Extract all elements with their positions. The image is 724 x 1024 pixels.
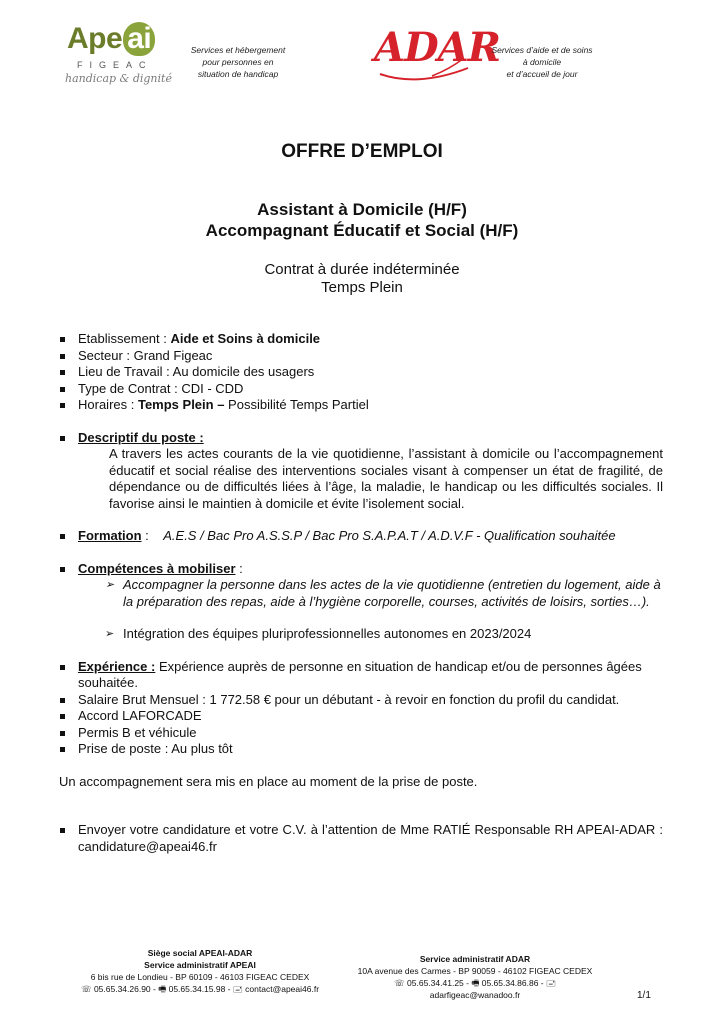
prise-item: [59, 741, 663, 758]
contract-hours: Temps Plein: [321, 279, 403, 296]
bullet-icon: [60, 747, 65, 752]
salaire-text: Salaire Brut Mensuel : 1 772.58 € pour un débutant - à revoir en fonction du profil du candidat.: [78, 691, 620, 707]
descriptif-section: [59, 430, 663, 447]
candidature-text: Envoyer votre candidature et votre C.V. à l’attention de Mme RATIÉ Responsable RH APEAI-ADAR : candidature@apeai46.fr: [78, 822, 663, 854]
info-text: Type de Contrat : CDI - CDD: [78, 380, 244, 396]
info-text: Lieu de Travail : Au domicile des usagers: [78, 364, 315, 379]
info-item-type: [59, 381, 663, 398]
candidature-item: [59, 822, 663, 855]
footer-title: Service administratif ADAR: [419, 954, 531, 964]
formation-separator: :: [141, 528, 164, 543]
bullet-icon: [60, 387, 65, 392]
contract-type: Contrat à durée indéterminée: [264, 261, 460, 278]
offer-content: [59, 331, 663, 855]
adar-services-line: et d’accueil de jour: [506, 69, 578, 79]
permis-item: [59, 725, 663, 742]
competence-text: Accompagner la personne dans les actes de la vie quotidienne (entretien du logement, aide à la préparation des repas, aide à l’hygiène corporelle, courses, activités de loisirs, sorties…).: [123, 577, 661, 609]
footer-address: 10A avenue des Carmes - BP 90059 - 46102 FIGEAC CEDEX: [357, 966, 593, 976]
info-value: Temps Plein –: [137, 397, 225, 412]
adar-logo-swoosh-icon: [372, 24, 482, 84]
footer-adar: [350, 953, 600, 1001]
job-title-line: Accompagnant Éducatif et Social (H/F): [205, 221, 519, 240]
bullet-icon: [60, 337, 65, 342]
apeai-logo-badge: ai: [123, 22, 155, 56]
apeai-logo-wordmark: [67, 22, 155, 56]
arrow-bullet-icon: ➢: [105, 579, 115, 591]
footer-title: Siège social APEAI-ADAR: [147, 948, 253, 958]
footer-address: 6 bis rue de Londieu - BP 60109 - 46103 FIGEAC CEDEX: [90, 972, 310, 982]
salaire-item: [59, 692, 663, 709]
footer-title: Service administratif APEAI: [144, 960, 256, 970]
permis-text: Permis B et véhicule: [78, 724, 197, 740]
footer-contact: ☏ 05.65.34.26.90 - 🖷 05.65.34.15.98 - 🖃 contact@apeai46.fr: [80, 984, 320, 994]
adar-logo-wordmark: ADAR: [374, 24, 500, 71]
bullet-icon: [60, 665, 65, 670]
job-title-line: Assistant à Domicile (H/F): [257, 200, 467, 219]
accord-item: [59, 708, 663, 725]
formation-section: [59, 528, 663, 545]
info-item-secteur: [59, 348, 663, 365]
info-item-lieu: [59, 364, 663, 381]
descriptif-heading: Descriptif du poste :: [78, 429, 204, 445]
info-text: Secteur : Grand Figeac: [78, 347, 213, 363]
adar-logo: [372, 24, 500, 84]
descriptif-text: A travers les actes courants de la vie quotidienne, l’assistant à domicile ou l’accompagnement éducatif et social réalise des interventions sociales visant à compenser un état de fragilité, de dépendance ou de difficultés liées à l’âge, la maladie, le handicap ou les difficultés sociales. Il favorise ainsi le maintien à domicile et évite l’isolement social.: [109, 446, 663, 511]
info-label: Etablissement :: [78, 331, 171, 346]
bullet-icon: [60, 828, 65, 833]
info-value: Aide et Soins à domicile: [170, 331, 321, 346]
apeai-logo-city: FIGEAC: [77, 60, 153, 70]
experience-heading: Expérience :: [78, 658, 156, 674]
bullet-icon: [60, 714, 65, 719]
apeai-services-line: Services et hébergement: [190, 45, 286, 55]
bullet-icon: [60, 567, 65, 572]
experience-section: [59, 659, 663, 692]
competence-item: [59, 626, 663, 643]
bullet-icon: [60, 370, 65, 375]
page-number: 1/1: [637, 990, 651, 1001]
apeai-logo: [63, 20, 172, 100]
accord-text: Accord LAFORCADE: [78, 708, 202, 723]
competence-item: [59, 577, 663, 610]
formation-text: A.E.S / Bac Pro A.S.S.P / Bac Pro S.A.P.A.T / A.D.V.F - Qualification souhaitée: [163, 528, 616, 543]
job-titles: [0, 199, 724, 241]
info-item-etablissement: [59, 331, 663, 348]
formation-heading: Formation: [78, 528, 142, 543]
footer-apeai: [70, 947, 330, 995]
info-item-horaires: [59, 397, 663, 414]
bullet-icon: [60, 698, 65, 703]
bullet-icon: [60, 534, 65, 539]
experience-text: Expérience auprès de personne en situation de handicap et/ou de personnes âgées souhaitée.: [78, 658, 642, 690]
apeai-services-line: situation de handicap: [197, 69, 279, 79]
apeai-services-line: pour personnes en: [202, 57, 274, 67]
competences-section: [59, 561, 663, 578]
accompagnement-text: Un accompagnement sera mis en place au moment de la prise de poste.: [59, 773, 478, 789]
footer-contact: ☏ 05.65.34.41.25 - 🖷 05.65.34.86.86 - 🖃 adarfigeac@wanadoo.fr: [394, 978, 556, 1000]
bullet-icon: [60, 354, 65, 359]
competences-separator: :: [235, 560, 243, 576]
bullet-icon: [60, 403, 65, 408]
bullet-icon: [60, 731, 65, 736]
page-title: OFFRE D’EMPLOI: [281, 141, 443, 162]
prise-text: Prise de poste : Au plus tôt: [78, 741, 233, 756]
adar-services-line: Services d’aide et de soins: [491, 45, 593, 55]
competences-heading: Compétences à mobiliser: [78, 560, 236, 576]
adar-services-line: à domicile: [522, 57, 562, 67]
apeai-logo-text: Ape: [67, 22, 123, 55]
competence-text: Intégration des équipes pluriprofessionnelles autonomes en 2023/2024: [123, 626, 532, 641]
arrow-bullet-icon: ➢: [105, 628, 115, 640]
apeai-logo-tagline: handicap & dignité: [65, 72, 172, 85]
adar-services-text: [488, 44, 596, 80]
bullet-icon: [60, 436, 65, 441]
info-label: Horaires :: [78, 397, 138, 412]
info-text: Possibilité Temps Partiel: [224, 397, 369, 412]
contract-info: [0, 261, 724, 297]
apeai-services-text: [178, 44, 298, 80]
